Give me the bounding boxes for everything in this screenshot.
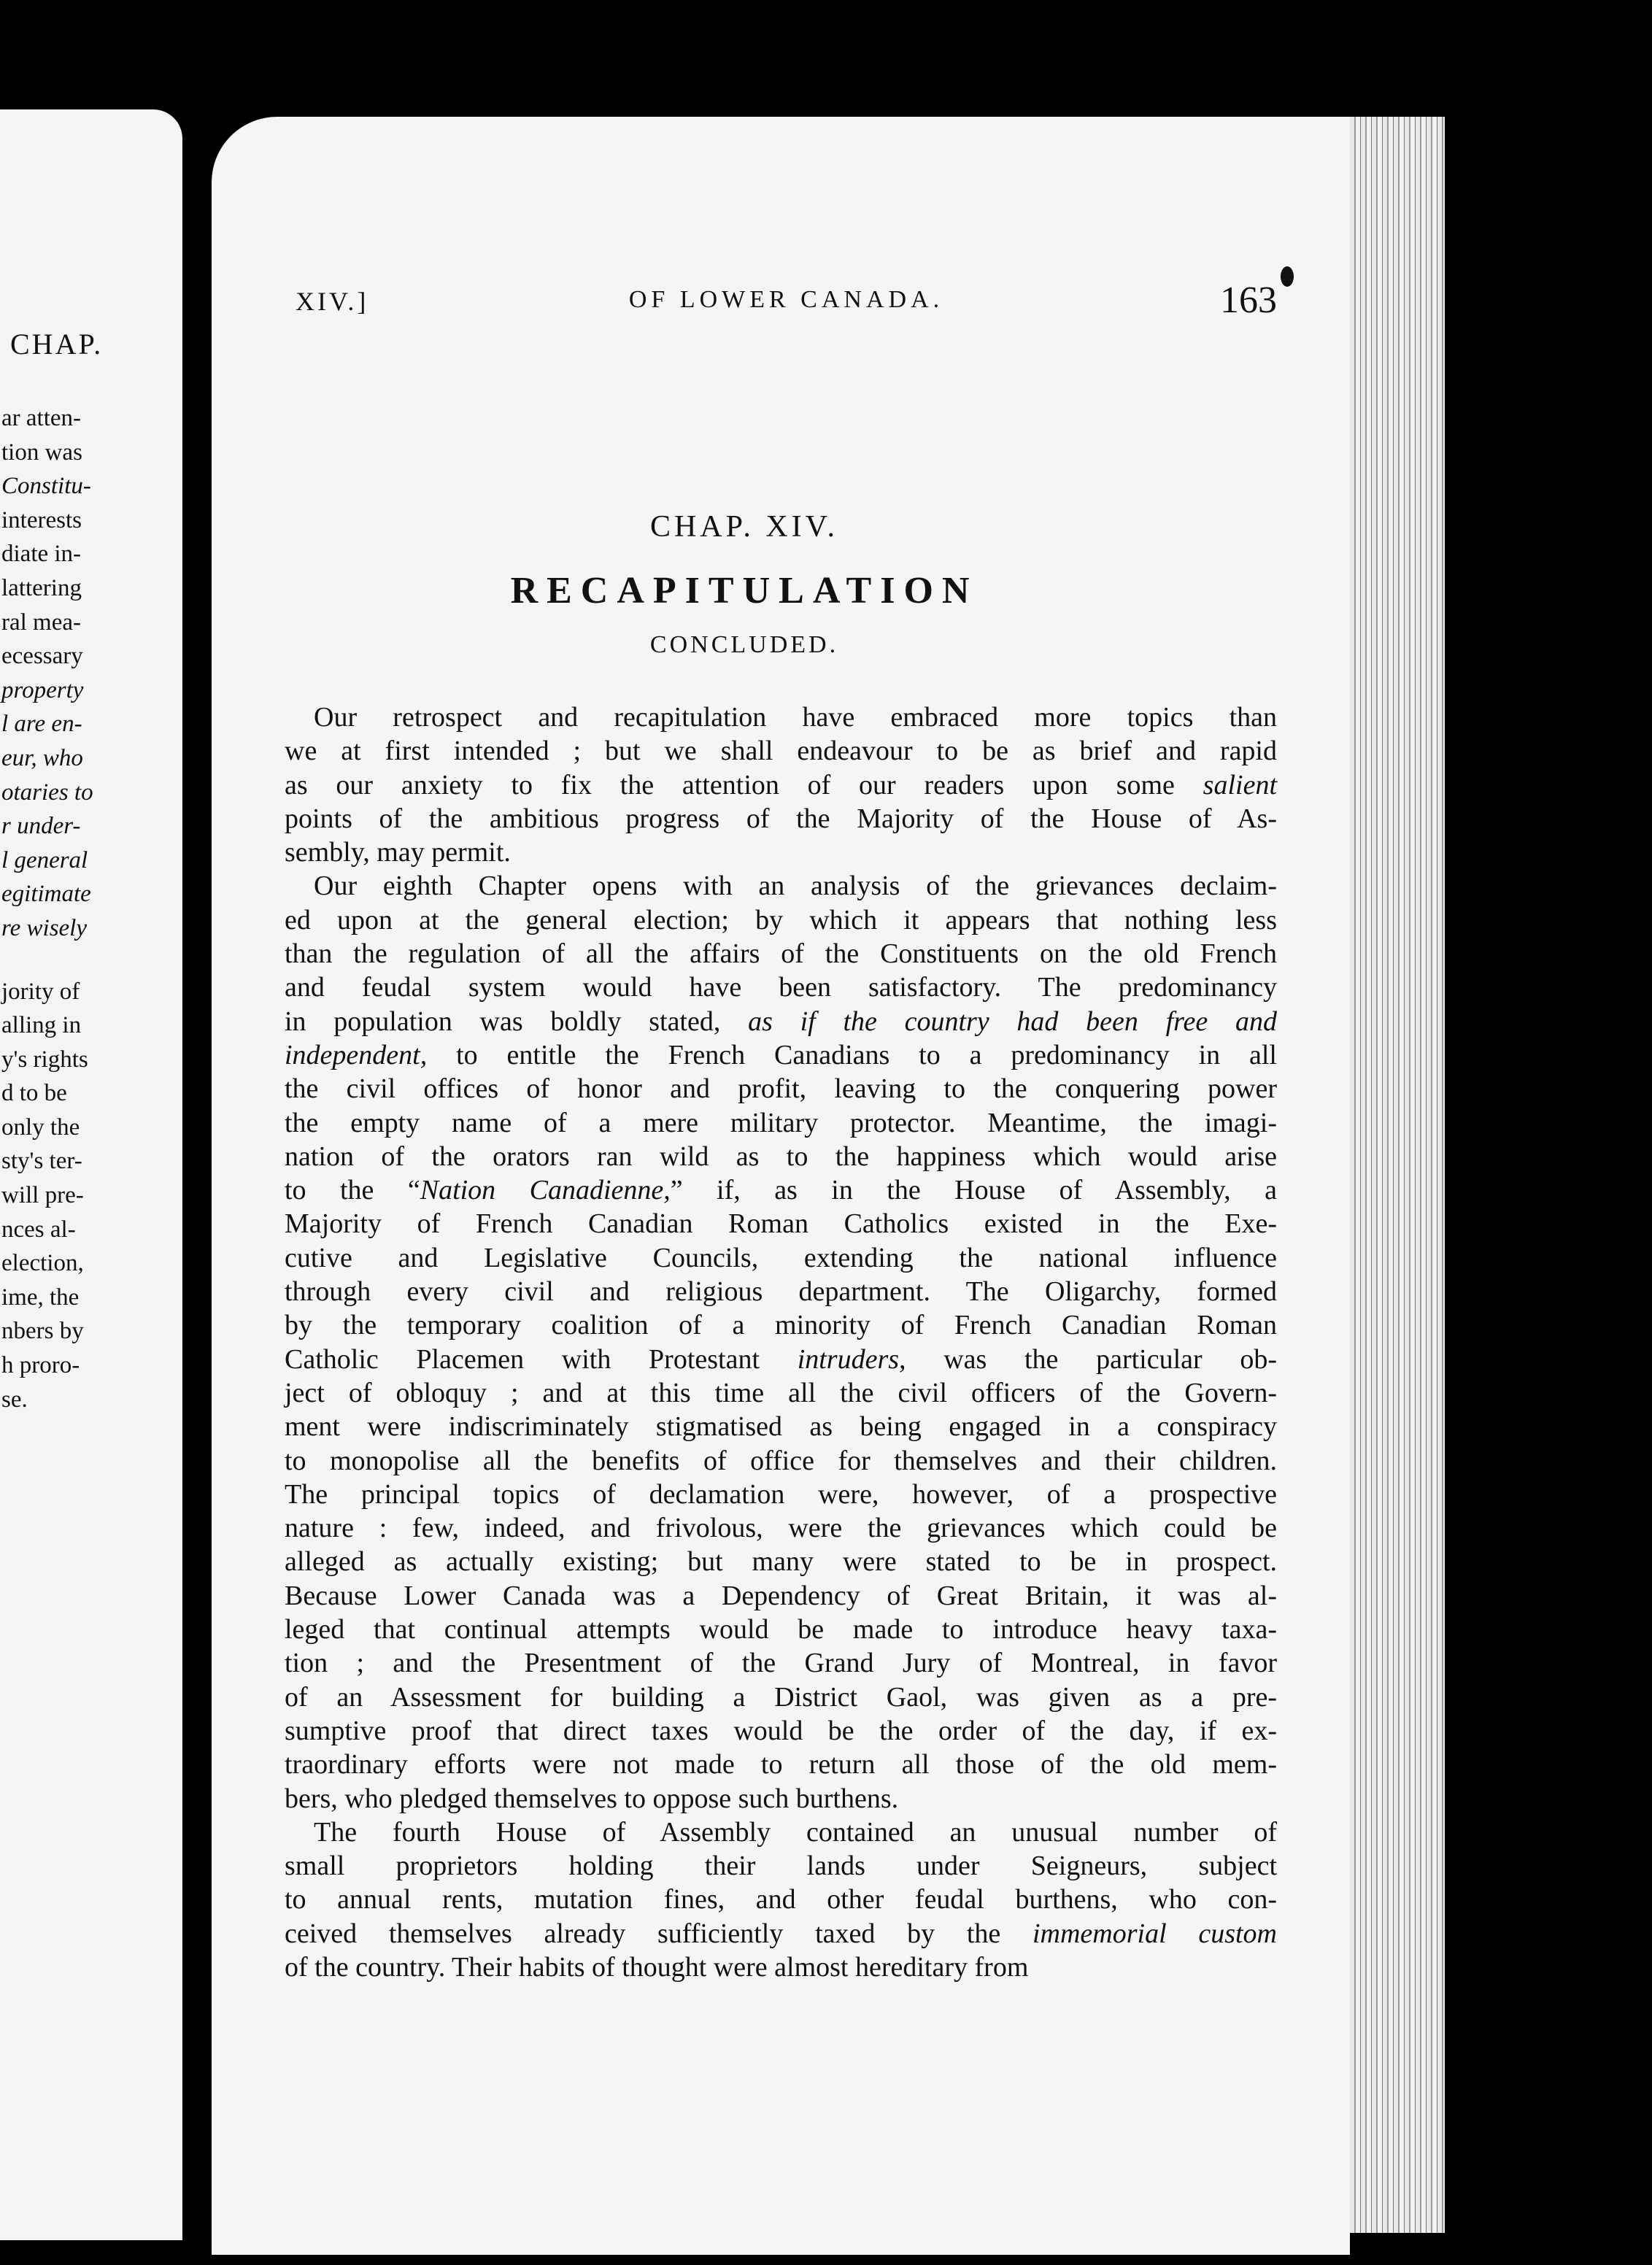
text-line: ceived themselves already sufficiently taxed by the immemorial custom	[285, 1918, 1277, 1949]
page-edges	[1350, 117, 1445, 2233]
left-page-line: lattering	[1, 574, 82, 601]
running-head-title: OF LOWER CANADA.	[628, 286, 944, 313]
text-line: nation of the orators ran wild as to the happiness which would arise	[285, 1141, 1277, 1172]
chapter-title: RECAPITULATION	[510, 570, 979, 611]
left-page-line: l general	[1, 846, 88, 873]
text-line: Our retrospect and recapitulation have embraced more topics than	[314, 702, 1277, 733]
left-page-line: interests	[1, 506, 82, 533]
left-page-line: y's rights	[1, 1046, 88, 1073]
left-page-line: egitimate	[1, 881, 91, 908]
left-page-line: alling in	[1, 1012, 82, 1039]
body-text	[285, 701, 1277, 1984]
text-line: independent, to entitle the French Canadians to a predominancy in all	[285, 1039, 1277, 1070]
left-page-line: Constitu-	[1, 473, 91, 500]
left-page-line: ecessary	[1, 643, 83, 670]
left-page-line: eur, who	[1, 744, 83, 771]
left-page-header: CHAP.	[10, 328, 104, 360]
left-page-line: ral mea-	[1, 609, 82, 636]
left-page-line: re wisely	[1, 914, 87, 941]
text-line: bers, who pledged themselves to oppose such burthens.	[285, 1783, 899, 1814]
text-line: and feudal system would have been satisfactory. The predominancy	[285, 972, 1277, 1003]
text-line: to annual rents, mutation fines, and other feudal burthens, who con-	[285, 1884, 1277, 1915]
chapter-subtitle: CONCLUDED.	[649, 631, 839, 658]
left-page-line: tion was	[1, 439, 82, 466]
text-line: the civil offices of honor and profit, leaving to the conquering power	[285, 1073, 1277, 1105]
left-page	[0, 109, 182, 2240]
chapter-number: CHAP. XIV.	[649, 510, 839, 544]
left-page-line: property	[1, 676, 84, 703]
text-line: through every civil and religious department. The Oligarchy, formed	[285, 1276, 1277, 1308]
text-line: The principal topics of declamation were, however, of a prospective	[285, 1478, 1277, 1510]
left-page-line: will pre-	[1, 1182, 84, 1209]
text-line: ment were indiscriminately stigmatised as being engaged in a conspiracy	[285, 1411, 1277, 1443]
text-line: than the regulation of all the affairs of the Constituents on the old French	[285, 938, 1277, 970]
text-line: leged that continual attempts would be made to introduce heavy taxa-	[285, 1614, 1277, 1645]
left-page-line: nbers by	[1, 1318, 84, 1345]
text-line: sumptive proof that direct taxes would be the order of the day, if ex-	[285, 1715, 1277, 1746]
text-line: small proprietors holding their lands under Seigneurs, subject	[285, 1851, 1277, 1882]
text-line: to monopolise all the benefits of office for themselves and their children.	[285, 1445, 1277, 1476]
text-line: ed upon at the general election; by which it appears that nothing less	[285, 904, 1277, 935]
text-line: to the “Nation Canadienne,” if, as in the House of Assembly, a	[285, 1175, 1277, 1206]
text-line: Catholic Placemen with Protestant intruders, was the particular ob-	[285, 1343, 1277, 1375]
ink-blot-icon	[1281, 266, 1294, 287]
text-line: in population was boldly stated, as if the country had been free and	[285, 1006, 1277, 1037]
text-line: the empty name of a mere military protector. Meantime, the imagi-	[285, 1107, 1277, 1138]
text-line: ject of obloquy ; and at this time all the civil officers of the Govern-	[285, 1377, 1277, 1408]
left-page-line: jority of	[1, 978, 80, 1005]
left-page-line: otaries to	[1, 779, 93, 806]
text-line: The fourth House of Assembly contained an unusual number of	[314, 1816, 1277, 1848]
left-page-line: ime, the	[1, 1284, 80, 1311]
text-line: we at first intended ; but we shall endeavour to be as brief and rapid	[285, 736, 1277, 767]
text-line: Because Lower Canada was a Dependency of Great Britain, it was al-	[285, 1580, 1277, 1611]
running-head-chapter: XIV.]	[296, 287, 369, 316]
left-page-line: h proro-	[1, 1352, 80, 1379]
text-line: sembly, may permit.	[285, 837, 511, 868]
main-page	[212, 117, 1350, 2255]
left-page-line: r under-	[1, 813, 81, 840]
left-page-line: ar atten-	[1, 405, 82, 431]
text-line: as our anxiety to fix the attention of our readers upon some salient	[285, 769, 1277, 800]
text-line: of the country. Their habits of thought were almost hereditary from	[285, 1951, 1029, 1983]
text-line: alleged as actually existing; but many were stated to be in prospect.	[285, 1546, 1277, 1578]
page-number: 163	[1220, 279, 1277, 321]
left-page-line: sty's ter-	[1, 1148, 82, 1175]
left-page-text	[0, 401, 182, 1416]
left-page-line: l are en-	[1, 711, 82, 738]
left-page-line: d to be	[1, 1080, 67, 1107]
left-page-line: election,	[1, 1250, 84, 1277]
text-line: traordinary efforts were not made to return all those of the old mem-	[285, 1749, 1277, 1780]
text-line: cutive and Legislative Councils, extending the national influence	[285, 1242, 1277, 1273]
text-line: points of the ambitious progress of the Majority of the House of As-	[285, 803, 1277, 834]
left-page-line: nces al-	[1, 1216, 76, 1243]
text-line: Our eighth Chapter opens with an analysis of the grievances declaim-	[314, 871, 1277, 902]
text-line: Majority of French Canadian Roman Catholics existed in the Exe-	[285, 1208, 1277, 1240]
left-page-line: diate in-	[1, 541, 82, 568]
text-line: tion ; and the Presentment of the Grand Jury of Montreal, in favor	[285, 1648, 1277, 1679]
text-line: of an Assessment for building a District Gaol, was given as a pre-	[285, 1681, 1277, 1713]
left-page-line: only the	[1, 1114, 80, 1141]
left-page-line: se.	[1, 1386, 28, 1413]
running-head	[296, 279, 1277, 330]
text-line: nature : few, indeed, and frivolous, were the grievances which could be	[285, 1513, 1277, 1544]
text-line: by the temporary coalition of a minority of French Canadian Roman	[285, 1310, 1277, 1341]
